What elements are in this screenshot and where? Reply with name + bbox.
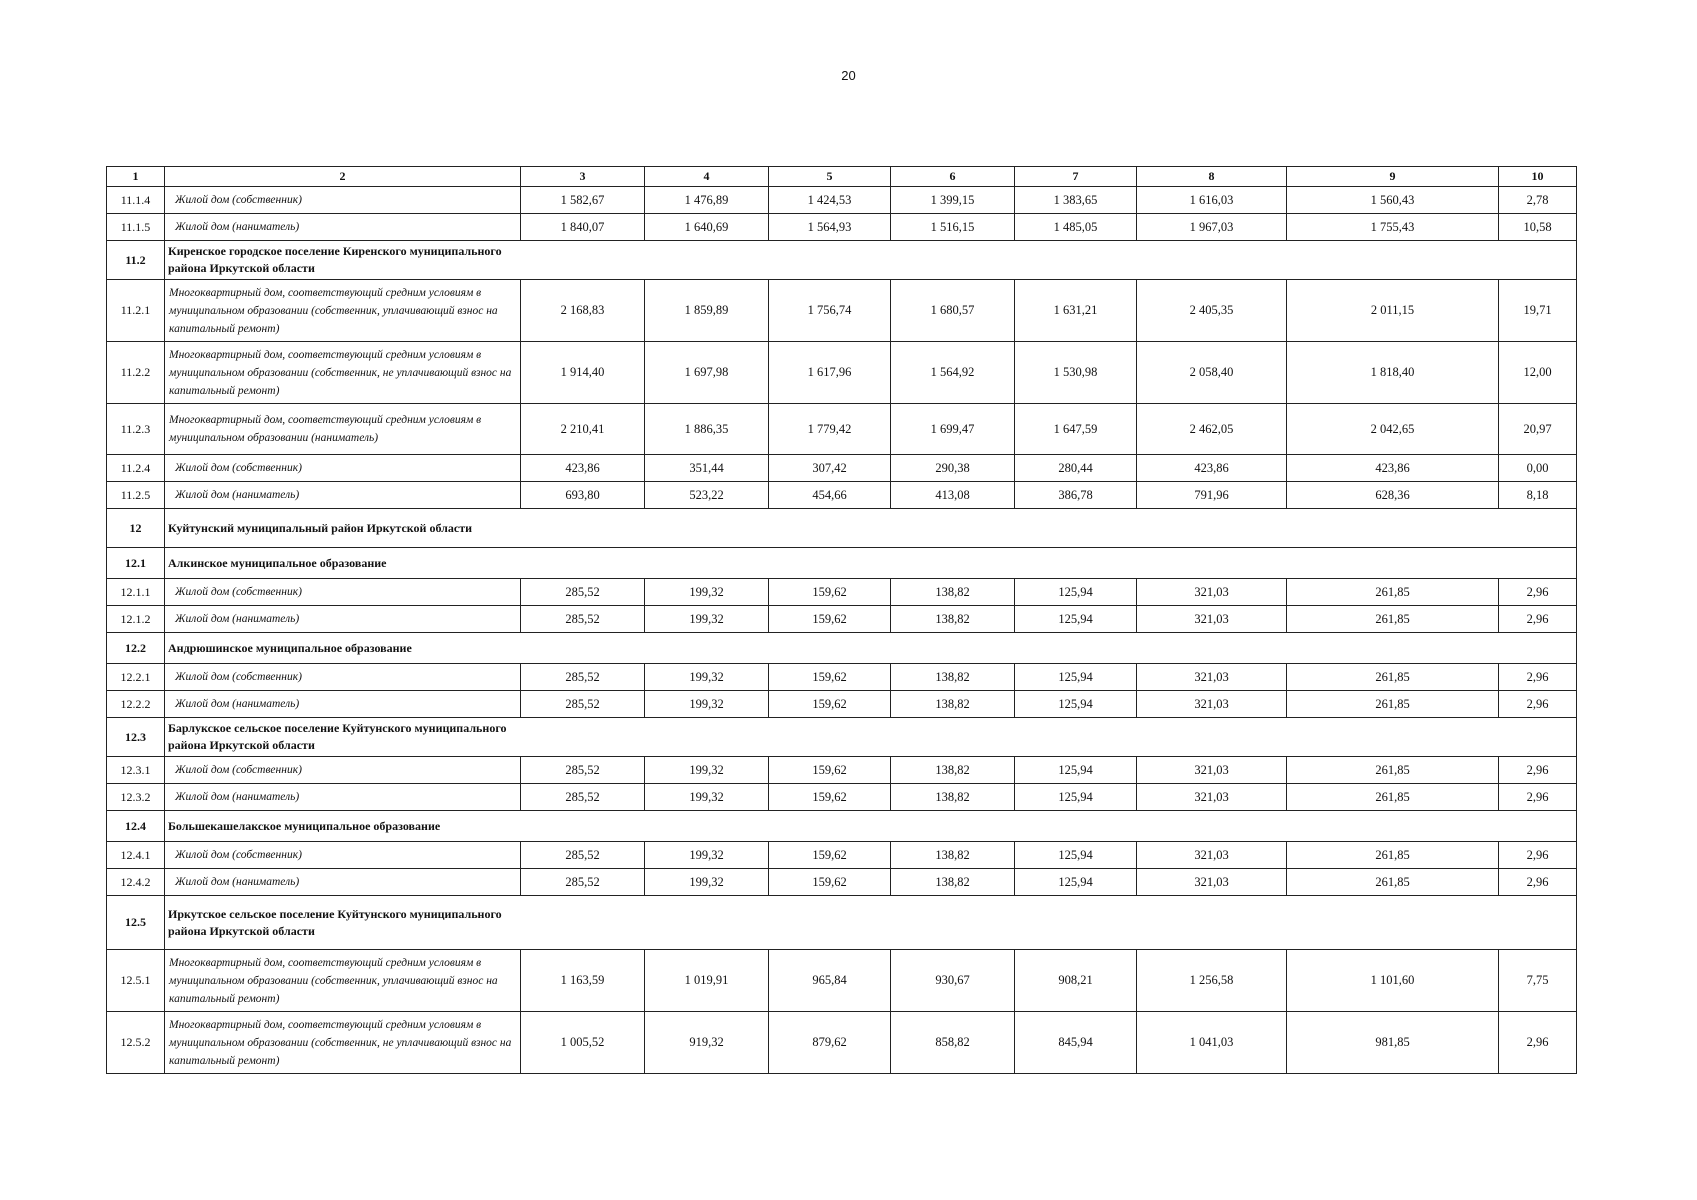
value-cell: 285,52 <box>521 784 645 811</box>
value-cell: 1 256,58 <box>1137 950 1287 1012</box>
value-cell: 159,62 <box>769 784 891 811</box>
table-row <box>107 606 1577 633</box>
value-cell: 1 755,43 <box>1287 214 1499 241</box>
tariff-table <box>106 166 1577 1074</box>
row-name: Жилой дом (наниматель) <box>165 482 521 509</box>
section-filler <box>521 811 1577 842</box>
value-cell: 2 058,40 <box>1137 342 1287 404</box>
table-row <box>107 691 1577 718</box>
value-cell: 199,32 <box>645 664 769 691</box>
section-filler <box>521 718 1577 757</box>
value-cell: 261,85 <box>1287 691 1499 718</box>
value-cell: 1 631,21 <box>1015 280 1137 342</box>
value-cell: 2,78 <box>1499 187 1577 214</box>
value-cell: 261,85 <box>1287 579 1499 606</box>
row-code: 12.5.1 <box>107 950 165 1012</box>
value-cell: 138,82 <box>891 869 1015 896</box>
row-name: Жилой дом (собственник) <box>165 455 521 482</box>
value-cell: 138,82 <box>891 579 1015 606</box>
row-code: 12.5 <box>107 896 165 950</box>
value-cell: 159,62 <box>769 757 891 784</box>
section-filler <box>521 241 1577 280</box>
row-code: 12.5.2 <box>107 1012 165 1074</box>
value-cell: 2,96 <box>1499 664 1577 691</box>
value-cell: 1 756,74 <box>769 280 891 342</box>
row-name: Жилой дом (наниматель) <box>165 214 521 241</box>
table-row <box>107 664 1577 691</box>
value-cell: 8,18 <box>1499 482 1577 509</box>
row-name: Жилой дом (собственник) <box>165 757 521 784</box>
value-cell: 1 818,40 <box>1287 342 1499 404</box>
row-name: Многоквартирный дом, соответствующий средним условиям в муниципальном образовании (наниматель) <box>165 404 521 455</box>
row-name: Жилой дом (наниматель) <box>165 784 521 811</box>
value-cell: 2 462,05 <box>1137 404 1287 455</box>
table-row <box>107 842 1577 869</box>
value-cell: 2 168,83 <box>521 280 645 342</box>
table-row <box>107 214 1577 241</box>
table-row <box>107 342 1577 404</box>
row-code: 12.2.2 <box>107 691 165 718</box>
section-row <box>107 718 1577 757</box>
value-cell: 1 041,03 <box>1137 1012 1287 1074</box>
value-cell: 908,21 <box>1015 950 1137 1012</box>
value-cell: 879,62 <box>769 1012 891 1074</box>
value-cell: 1 859,89 <box>645 280 769 342</box>
value-cell: 1 516,15 <box>891 214 1015 241</box>
value-cell: 791,96 <box>1137 482 1287 509</box>
row-code: 11.2 <box>107 241 165 280</box>
section-title: Барлукское сельское поселение Куйтунского муниципального района Иркутской области <box>165 718 521 757</box>
value-cell: 1 582,67 <box>521 187 645 214</box>
value-cell: 2,96 <box>1499 579 1577 606</box>
value-cell: 1 564,93 <box>769 214 891 241</box>
row-name: Жилой дом (собственник) <box>165 842 521 869</box>
value-cell: 261,85 <box>1287 784 1499 811</box>
value-cell: 199,32 <box>645 869 769 896</box>
value-cell: 321,03 <box>1137 869 1287 896</box>
value-cell: 1 967,03 <box>1137 214 1287 241</box>
row-name: Жилой дом (наниматель) <box>165 606 521 633</box>
row-code: 12.1 <box>107 548 165 579</box>
row-code: 11.2.3 <box>107 404 165 455</box>
value-cell: 199,32 <box>645 579 769 606</box>
value-cell: 693,80 <box>521 482 645 509</box>
column-header: 4 <box>645 167 769 187</box>
value-cell: 1 779,42 <box>769 404 891 455</box>
table-row <box>107 404 1577 455</box>
value-cell: 285,52 <box>521 757 645 784</box>
value-cell: 2,96 <box>1499 691 1577 718</box>
value-cell: 523,22 <box>645 482 769 509</box>
value-cell: 285,52 <box>521 664 645 691</box>
value-cell: 261,85 <box>1287 842 1499 869</box>
section-filler <box>521 633 1577 664</box>
row-code: 11.1.4 <box>107 187 165 214</box>
value-cell: 351,44 <box>645 455 769 482</box>
row-code: 11.2.4 <box>107 455 165 482</box>
section-row <box>107 509 1577 548</box>
row-code: 12.3.1 <box>107 757 165 784</box>
value-cell: 321,03 <box>1137 784 1287 811</box>
value-cell: 1 383,65 <box>1015 187 1137 214</box>
section-filler <box>521 548 1577 579</box>
value-cell: 261,85 <box>1287 606 1499 633</box>
value-cell: 1 424,53 <box>769 187 891 214</box>
value-cell: 1 399,15 <box>891 187 1015 214</box>
value-cell: 261,85 <box>1287 869 1499 896</box>
value-cell: 930,67 <box>891 950 1015 1012</box>
value-cell: 125,94 <box>1015 842 1137 869</box>
value-cell: 285,52 <box>521 691 645 718</box>
value-cell: 159,62 <box>769 606 891 633</box>
header-row <box>107 167 1577 187</box>
row-code: 11.1.5 <box>107 214 165 241</box>
value-cell: 10,58 <box>1499 214 1577 241</box>
value-cell: 858,82 <box>891 1012 1015 1074</box>
column-header: 3 <box>521 167 645 187</box>
value-cell: 413,08 <box>891 482 1015 509</box>
value-cell: 1 840,07 <box>521 214 645 241</box>
section-row <box>107 548 1577 579</box>
row-code: 12.4 <box>107 811 165 842</box>
table-row <box>107 757 1577 784</box>
table-row <box>107 784 1577 811</box>
row-name: Жилой дом (собственник) <box>165 664 521 691</box>
row-code: 11.2.1 <box>107 280 165 342</box>
value-cell: 159,62 <box>769 842 891 869</box>
value-cell: 261,85 <box>1287 664 1499 691</box>
value-cell: 628,36 <box>1287 482 1499 509</box>
value-cell: 919,32 <box>645 1012 769 1074</box>
column-header: 10 <box>1499 167 1577 187</box>
value-cell: 2,96 <box>1499 842 1577 869</box>
value-cell: 1 697,98 <box>645 342 769 404</box>
value-cell: 1 616,03 <box>1137 187 1287 214</box>
value-cell: 125,94 <box>1015 579 1137 606</box>
value-cell: 981,85 <box>1287 1012 1499 1074</box>
table-row <box>107 482 1577 509</box>
value-cell: 1 617,96 <box>769 342 891 404</box>
table-row <box>107 187 1577 214</box>
value-cell: 159,62 <box>769 664 891 691</box>
value-cell: 125,94 <box>1015 606 1137 633</box>
value-cell: 321,03 <box>1137 691 1287 718</box>
row-name: Многоквартирный дом, соответствующий средним условиям в муниципальном образовании (собственник, не уплачивающий взнос на капитальный ремонт) <box>165 1012 521 1074</box>
value-cell: 199,32 <box>645 757 769 784</box>
value-cell: 199,32 <box>645 606 769 633</box>
section-row <box>107 633 1577 664</box>
section-title: Алкинское муниципальное образование <box>165 548 521 579</box>
row-code: 12 <box>107 509 165 548</box>
row-name: Жилой дом (собственник) <box>165 187 521 214</box>
section-title: Киренское городское поселение Киренского муниципального района Иркутской области <box>165 241 521 280</box>
value-cell: 2 042,65 <box>1287 404 1499 455</box>
column-header: 1 <box>107 167 165 187</box>
value-cell: 1 647,59 <box>1015 404 1137 455</box>
value-cell: 1 005,52 <box>521 1012 645 1074</box>
value-cell: 423,86 <box>1287 455 1499 482</box>
value-cell: 1 560,43 <box>1287 187 1499 214</box>
value-cell: 159,62 <box>769 691 891 718</box>
value-cell: 2 210,41 <box>521 404 645 455</box>
value-cell: 454,66 <box>769 482 891 509</box>
value-cell: 423,86 <box>521 455 645 482</box>
value-cell: 199,32 <box>645 842 769 869</box>
value-cell: 321,03 <box>1137 606 1287 633</box>
column-header: 5 <box>769 167 891 187</box>
column-header: 7 <box>1015 167 1137 187</box>
section-row <box>107 241 1577 280</box>
value-cell: 2,96 <box>1499 757 1577 784</box>
value-cell: 1 163,59 <box>521 950 645 1012</box>
value-cell: 2,96 <box>1499 1012 1577 1074</box>
section-row <box>107 896 1577 950</box>
row-name: Жилой дом (наниматель) <box>165 691 521 718</box>
value-cell: 1 101,60 <box>1287 950 1499 1012</box>
value-cell: 125,94 <box>1015 784 1137 811</box>
value-cell: 845,94 <box>1015 1012 1137 1074</box>
value-cell: 285,52 <box>521 579 645 606</box>
value-cell: 138,82 <box>891 842 1015 869</box>
value-cell: 12,00 <box>1499 342 1577 404</box>
value-cell: 2 011,15 <box>1287 280 1499 342</box>
value-cell: 1 914,40 <box>521 342 645 404</box>
value-cell: 1 530,98 <box>1015 342 1137 404</box>
section-filler <box>521 896 1577 950</box>
value-cell: 138,82 <box>891 691 1015 718</box>
value-cell: 307,42 <box>769 455 891 482</box>
value-cell: 138,82 <box>891 664 1015 691</box>
value-cell: 2 405,35 <box>1137 280 1287 342</box>
value-cell: 1 019,91 <box>645 950 769 1012</box>
column-header: 9 <box>1287 167 1499 187</box>
value-cell: 159,62 <box>769 579 891 606</box>
value-cell: 1 886,35 <box>645 404 769 455</box>
value-cell: 1 485,05 <box>1015 214 1137 241</box>
column-header: 6 <box>891 167 1015 187</box>
row-code: 12.4.1 <box>107 842 165 869</box>
section-row <box>107 811 1577 842</box>
row-code: 12.2.1 <box>107 664 165 691</box>
value-cell: 386,78 <box>1015 482 1137 509</box>
table-row <box>107 869 1577 896</box>
section-filler <box>521 509 1577 548</box>
value-cell: 261,85 <box>1287 757 1499 784</box>
value-cell: 138,82 <box>891 784 1015 811</box>
value-cell: 20,97 <box>1499 404 1577 455</box>
value-cell: 2,96 <box>1499 784 1577 811</box>
value-cell: 125,94 <box>1015 664 1137 691</box>
value-cell: 1 640,69 <box>645 214 769 241</box>
value-cell: 1 680,57 <box>891 280 1015 342</box>
value-cell: 2,96 <box>1499 606 1577 633</box>
value-cell: 290,38 <box>891 455 1015 482</box>
row-name: Жилой дом (собственник) <box>165 579 521 606</box>
row-code: 12.1.1 <box>107 579 165 606</box>
value-cell: 0,00 <box>1499 455 1577 482</box>
value-cell: 1 476,89 <box>645 187 769 214</box>
column-header: 2 <box>165 167 521 187</box>
column-header: 8 <box>1137 167 1287 187</box>
row-code: 11.2.5 <box>107 482 165 509</box>
page-number: 20 <box>841 68 856 83</box>
table-body <box>107 187 1577 1074</box>
value-cell: 285,52 <box>521 869 645 896</box>
table-row <box>107 280 1577 342</box>
value-cell: 138,82 <box>891 606 1015 633</box>
row-name: Многоквартирный дом, соответствующий средним условиям в муниципальном образовании (собственник, уплачивающий взнос на капитальный ремонт) <box>165 950 521 1012</box>
value-cell: 125,94 <box>1015 691 1137 718</box>
row-code: 12.1.2 <box>107 606 165 633</box>
value-cell: 285,52 <box>521 606 645 633</box>
row-name: Многоквартирный дом, соответствующий средним условиям в муниципальном образовании (собственник, не уплачивающий взнос на капитальный ремонт) <box>165 342 521 404</box>
table-row <box>107 579 1577 606</box>
value-cell: 321,03 <box>1137 579 1287 606</box>
row-code: 11.2.2 <box>107 342 165 404</box>
row-code: 12.2 <box>107 633 165 664</box>
section-title: Андрюшинское муниципальное образование <box>165 633 521 664</box>
value-cell: 280,44 <box>1015 455 1137 482</box>
table-row <box>107 455 1577 482</box>
value-cell: 199,32 <box>645 691 769 718</box>
row-code: 12.4.2 <box>107 869 165 896</box>
value-cell: 199,32 <box>645 784 769 811</box>
value-cell: 1 699,47 <box>891 404 1015 455</box>
value-cell: 125,94 <box>1015 757 1137 784</box>
tariff-table-container <box>106 166 1576 1074</box>
row-code: 12.3.2 <box>107 784 165 811</box>
value-cell: 19,71 <box>1499 280 1577 342</box>
value-cell: 7,75 <box>1499 950 1577 1012</box>
value-cell: 965,84 <box>769 950 891 1012</box>
value-cell: 125,94 <box>1015 869 1137 896</box>
value-cell: 2,96 <box>1499 869 1577 896</box>
value-cell: 423,86 <box>1137 455 1287 482</box>
section-title: Иркутское сельское поселение Куйтунского муниципального района Иркутской области <box>165 896 521 950</box>
value-cell: 321,03 <box>1137 842 1287 869</box>
value-cell: 321,03 <box>1137 757 1287 784</box>
row-code: 12.3 <box>107 718 165 757</box>
section-title: Большекашелакское муниципальное образование <box>165 811 521 842</box>
row-name: Жилой дом (наниматель) <box>165 869 521 896</box>
value-cell: 138,82 <box>891 757 1015 784</box>
value-cell: 1 564,92 <box>891 342 1015 404</box>
table-row <box>107 1012 1577 1074</box>
table-row <box>107 950 1577 1012</box>
row-name: Многоквартирный дом, соответствующий средним условиям в муниципальном образовании (собственник, уплачивающий взнос на капитальный ремонт) <box>165 280 521 342</box>
value-cell: 159,62 <box>769 869 891 896</box>
value-cell: 321,03 <box>1137 664 1287 691</box>
value-cell: 285,52 <box>521 842 645 869</box>
section-title: Куйтунский муниципальный район Иркутской области <box>165 509 521 548</box>
